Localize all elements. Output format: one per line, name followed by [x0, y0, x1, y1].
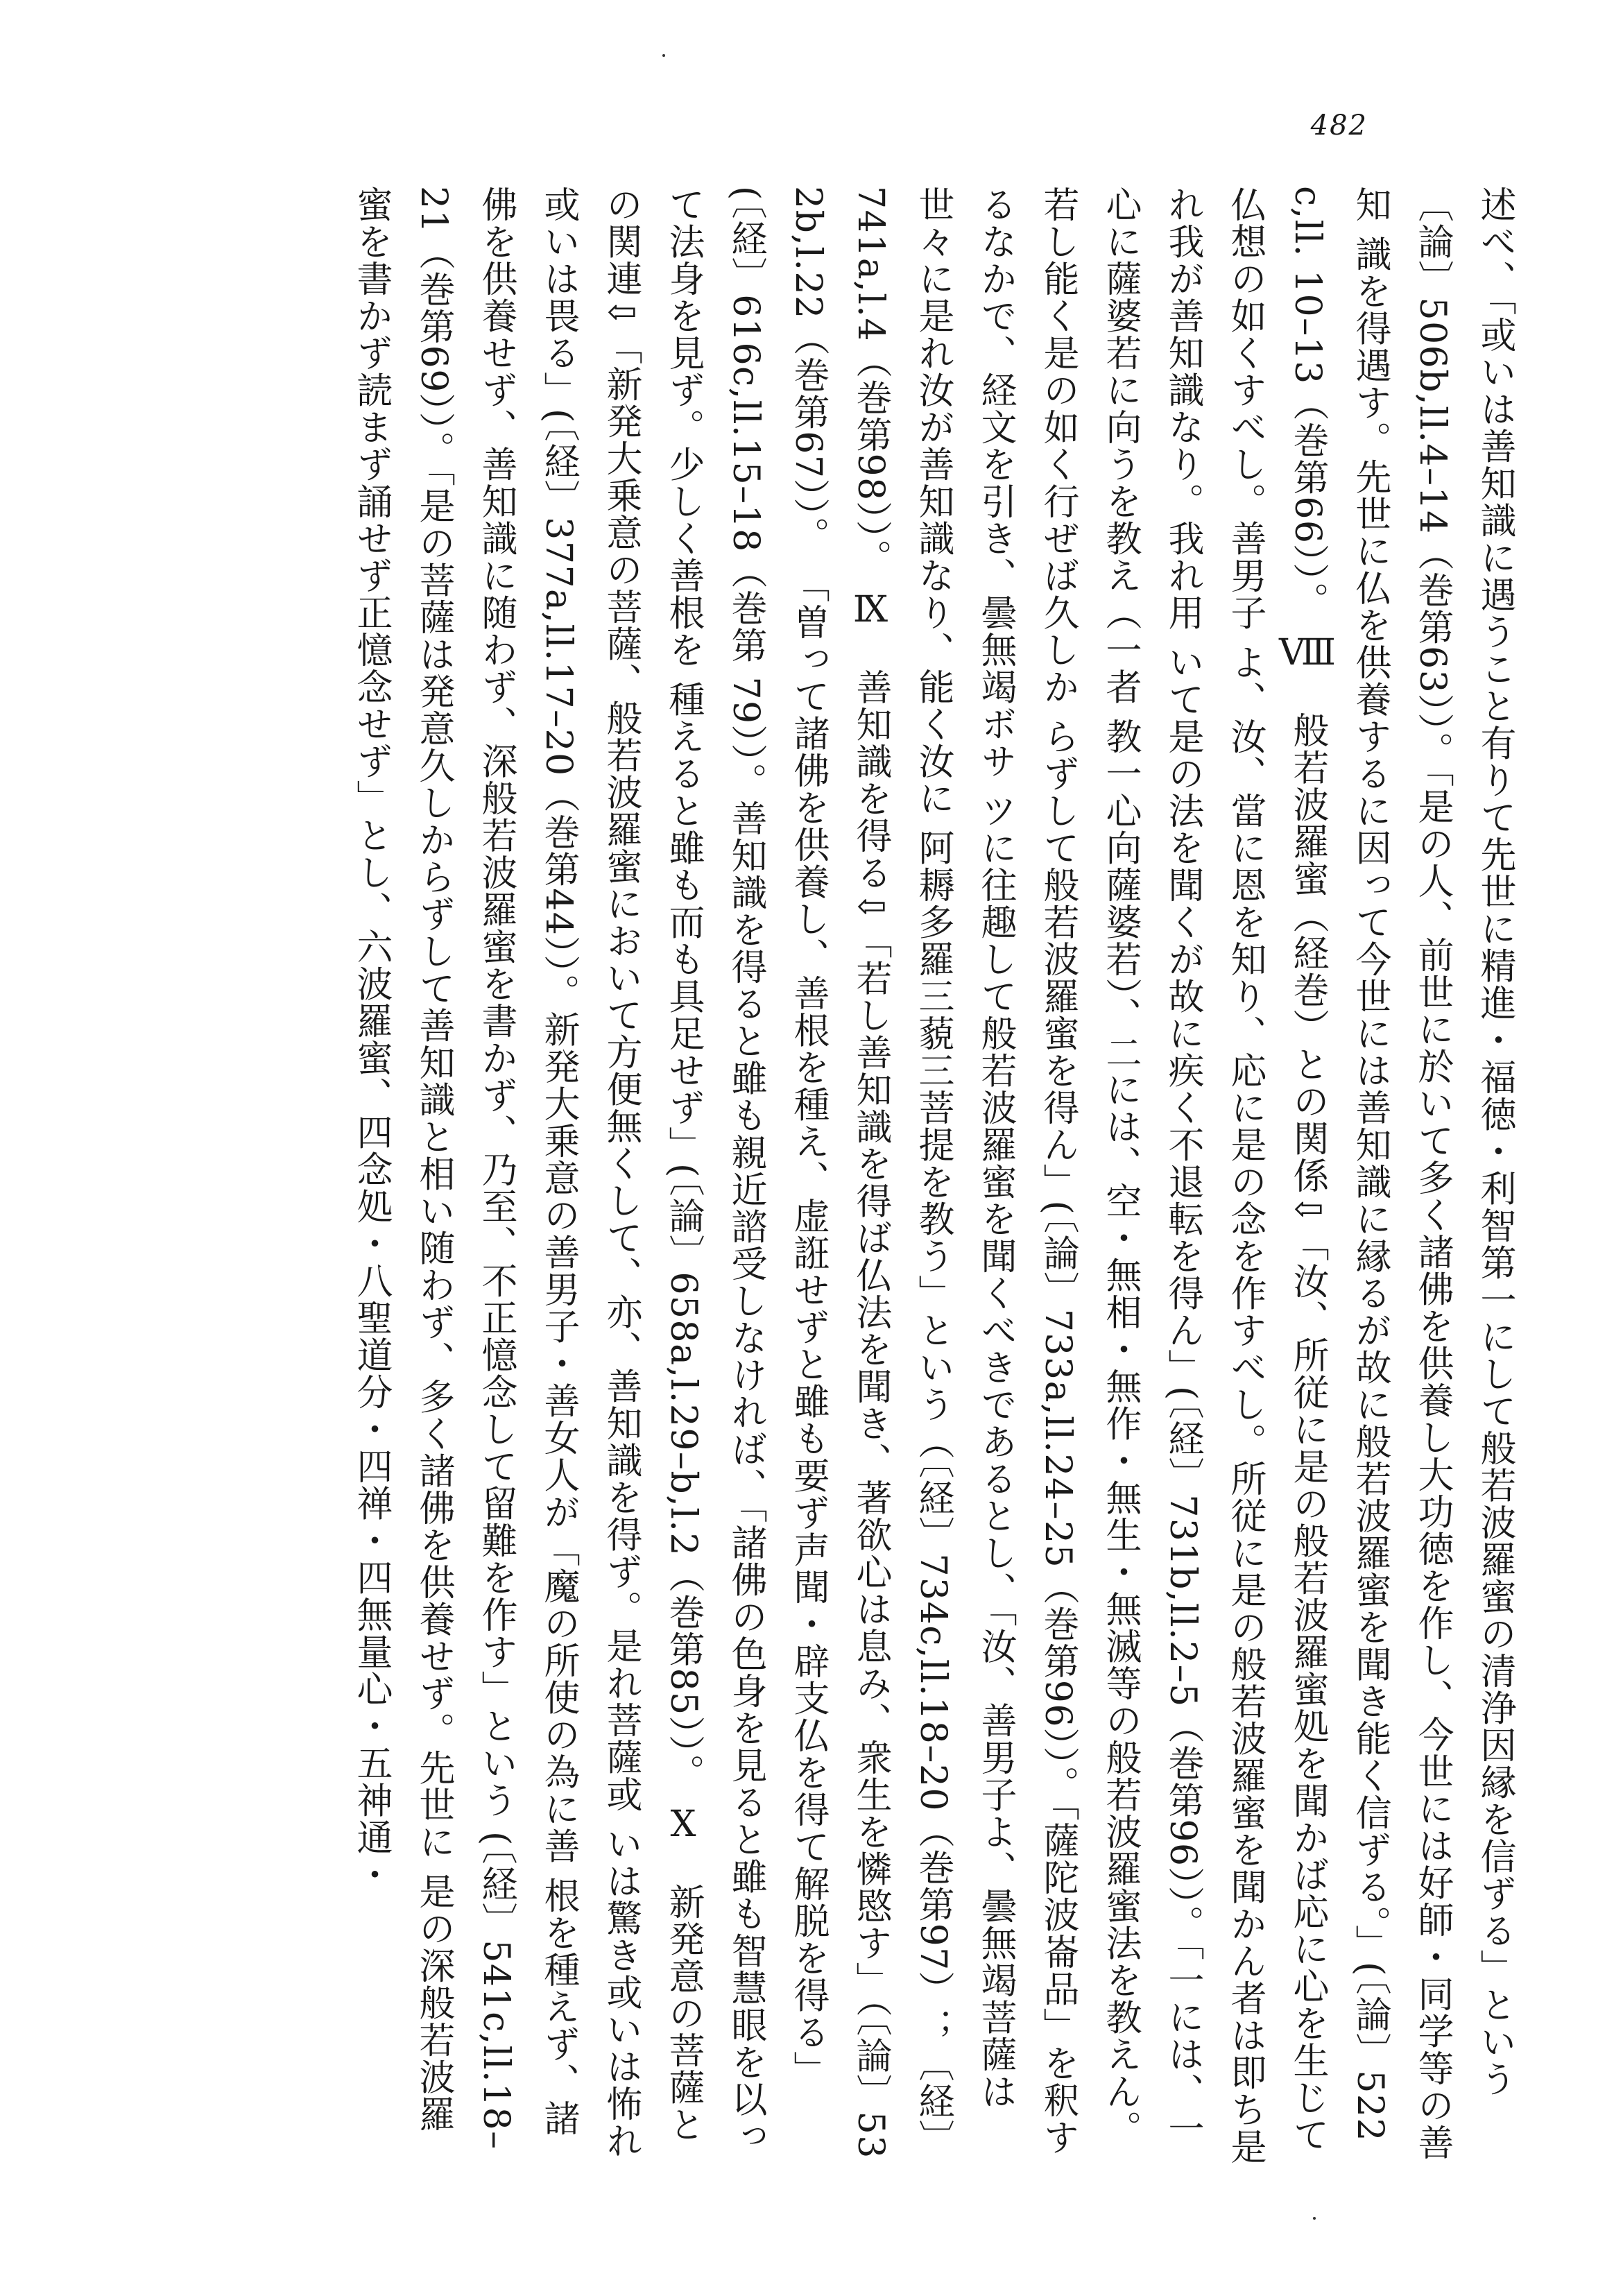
text-line: 教一心向薩婆若）、二には、空・無相・無作・無生・無滅等の般若波羅蜜法を教えん。若し能く是の如く行ぜば久しか: [1037, 186, 1141, 2148]
text-line: ツに往趣して般若波羅蜜を聞くべきであるとし、「汝、善男子よ、曇無竭菩薩は世々に是れ汝が善知識なり、能く汝に: [912, 186, 1016, 2111]
text-line: 阿耨多羅三藐三菩提を教う」という（〔経〕734c,ll.18–20（巻第97）；〔経〕741a,l.4（巻第98））。: [850, 186, 954, 2157]
text-line: Ⅷ 般若波羅蜜（経巻）との関係⇩「汝、所従に是の般若波羅蜜処を聞かば応に心を生じて仏想の如くすべし。善男子: [1224, 186, 1328, 2154]
text-line: いて是の法を聞くが故に疾く不退転を得ん」(〔経〕731b,ll.2–5（巻第96））。「一には、一心に薩婆若に向うを教え（一者: [1099, 186, 1203, 2148]
text-line: 述べ、「或いは善知識に遇うこと有りて先世に精進・福徳・利智第一にして般若波羅蜜の清浄因縁を信ずる」という: [1474, 186, 1515, 2098]
text-line: 「曽って諸佛を供養し、善根を種え、虚誑せずと雖も要ず声聞・辟支仏を得て解脱を得る」(〔経〕616c,ll.15–18（巻第: [725, 186, 829, 2089]
text-line: よ、汝、當に恩を知り、応に是の念を作すべし。所従に是の般若波羅蜜を聞かん者は即ち是れ我が善知識なり。我れ用: [1162, 186, 1266, 2166]
text-line: 是の深般若波羅蜜を書かず読まず誦せず正憶念せず」とし、六波羅蜜、四念処・八聖道分・四禅・四無量心・五神通・: [350, 186, 454, 2133]
text-line: 〔論〕506b,ll.4–14（巻第63））。「是の人、前世に於いて多く諸佛を供養し大功徳を作し、今世には好師・同学等の善知: [1349, 186, 1453, 2161]
text-line: Ⅸ 善知識を得る⇩「若し善知識を得ば仏法を聞き、著欲心は息み、衆生を憐愍す」（〔論〕532b,l.22（巻第67））。: [787, 186, 891, 2159]
text-line: 10–13（巻第66））。: [1287, 269, 1328, 619]
text-line: (〔経〕541c,ll.18–21（巻第69））。「是の菩薩は発意久しからずして善知識と相い随わず、多く諸佛を供養せず。先世に: [413, 186, 517, 2150]
text-line: 根を種えず、諸佛を供養せず、善知識に随わず、深般若波羅蜜を書かず、乃至、不正憶念して留難を作す」という: [475, 186, 579, 2137]
text-line: らずして般若波羅蜜を得ん」(〔論〕733a,ll.24–25（巻第96））。「薩陀波崙品」を釈するなかで、経文を引き、曇無竭ボサ: [974, 186, 1079, 2157]
text-line: 識を得遇す。先世に仏を供養するに因って今世には善知識に縁るが故に般若波羅蜜を聞き能く信ずる。」(〔論〕522c,ll.: [1287, 186, 1391, 2143]
text-line: いは驚き或いは怖れ或いは畏る」(〔経〕377a,ll.17–20（巻第44））。新発大乗意の善男子・善女人が「魔の所使の為に善: [538, 186, 642, 2160]
text-line: 種えると雖も而も具足せず」(〔論〕658a,l.29–b,l.2（巻第85））。: [662, 680, 704, 1792]
body-text: [340, 186, 1526, 2170]
page-number: 482: [1310, 110, 1368, 142]
text-line: 79））。善知識を得ると雖も親近諮受しなければ、「諸佛の色身を見ると雖も智慧眼を以って法身を見ず。少しく善根を: [662, 186, 766, 2155]
scan-speck: [1313, 2217, 1316, 2220]
scan-speck: [662, 54, 665, 57]
text-line: Ⅹ 新発意の菩薩との関連⇩「新発大乗意の菩薩、般若波羅蜜において方便無くして、亦、善知識を得ず。是れ菩薩或: [600, 186, 704, 2143]
